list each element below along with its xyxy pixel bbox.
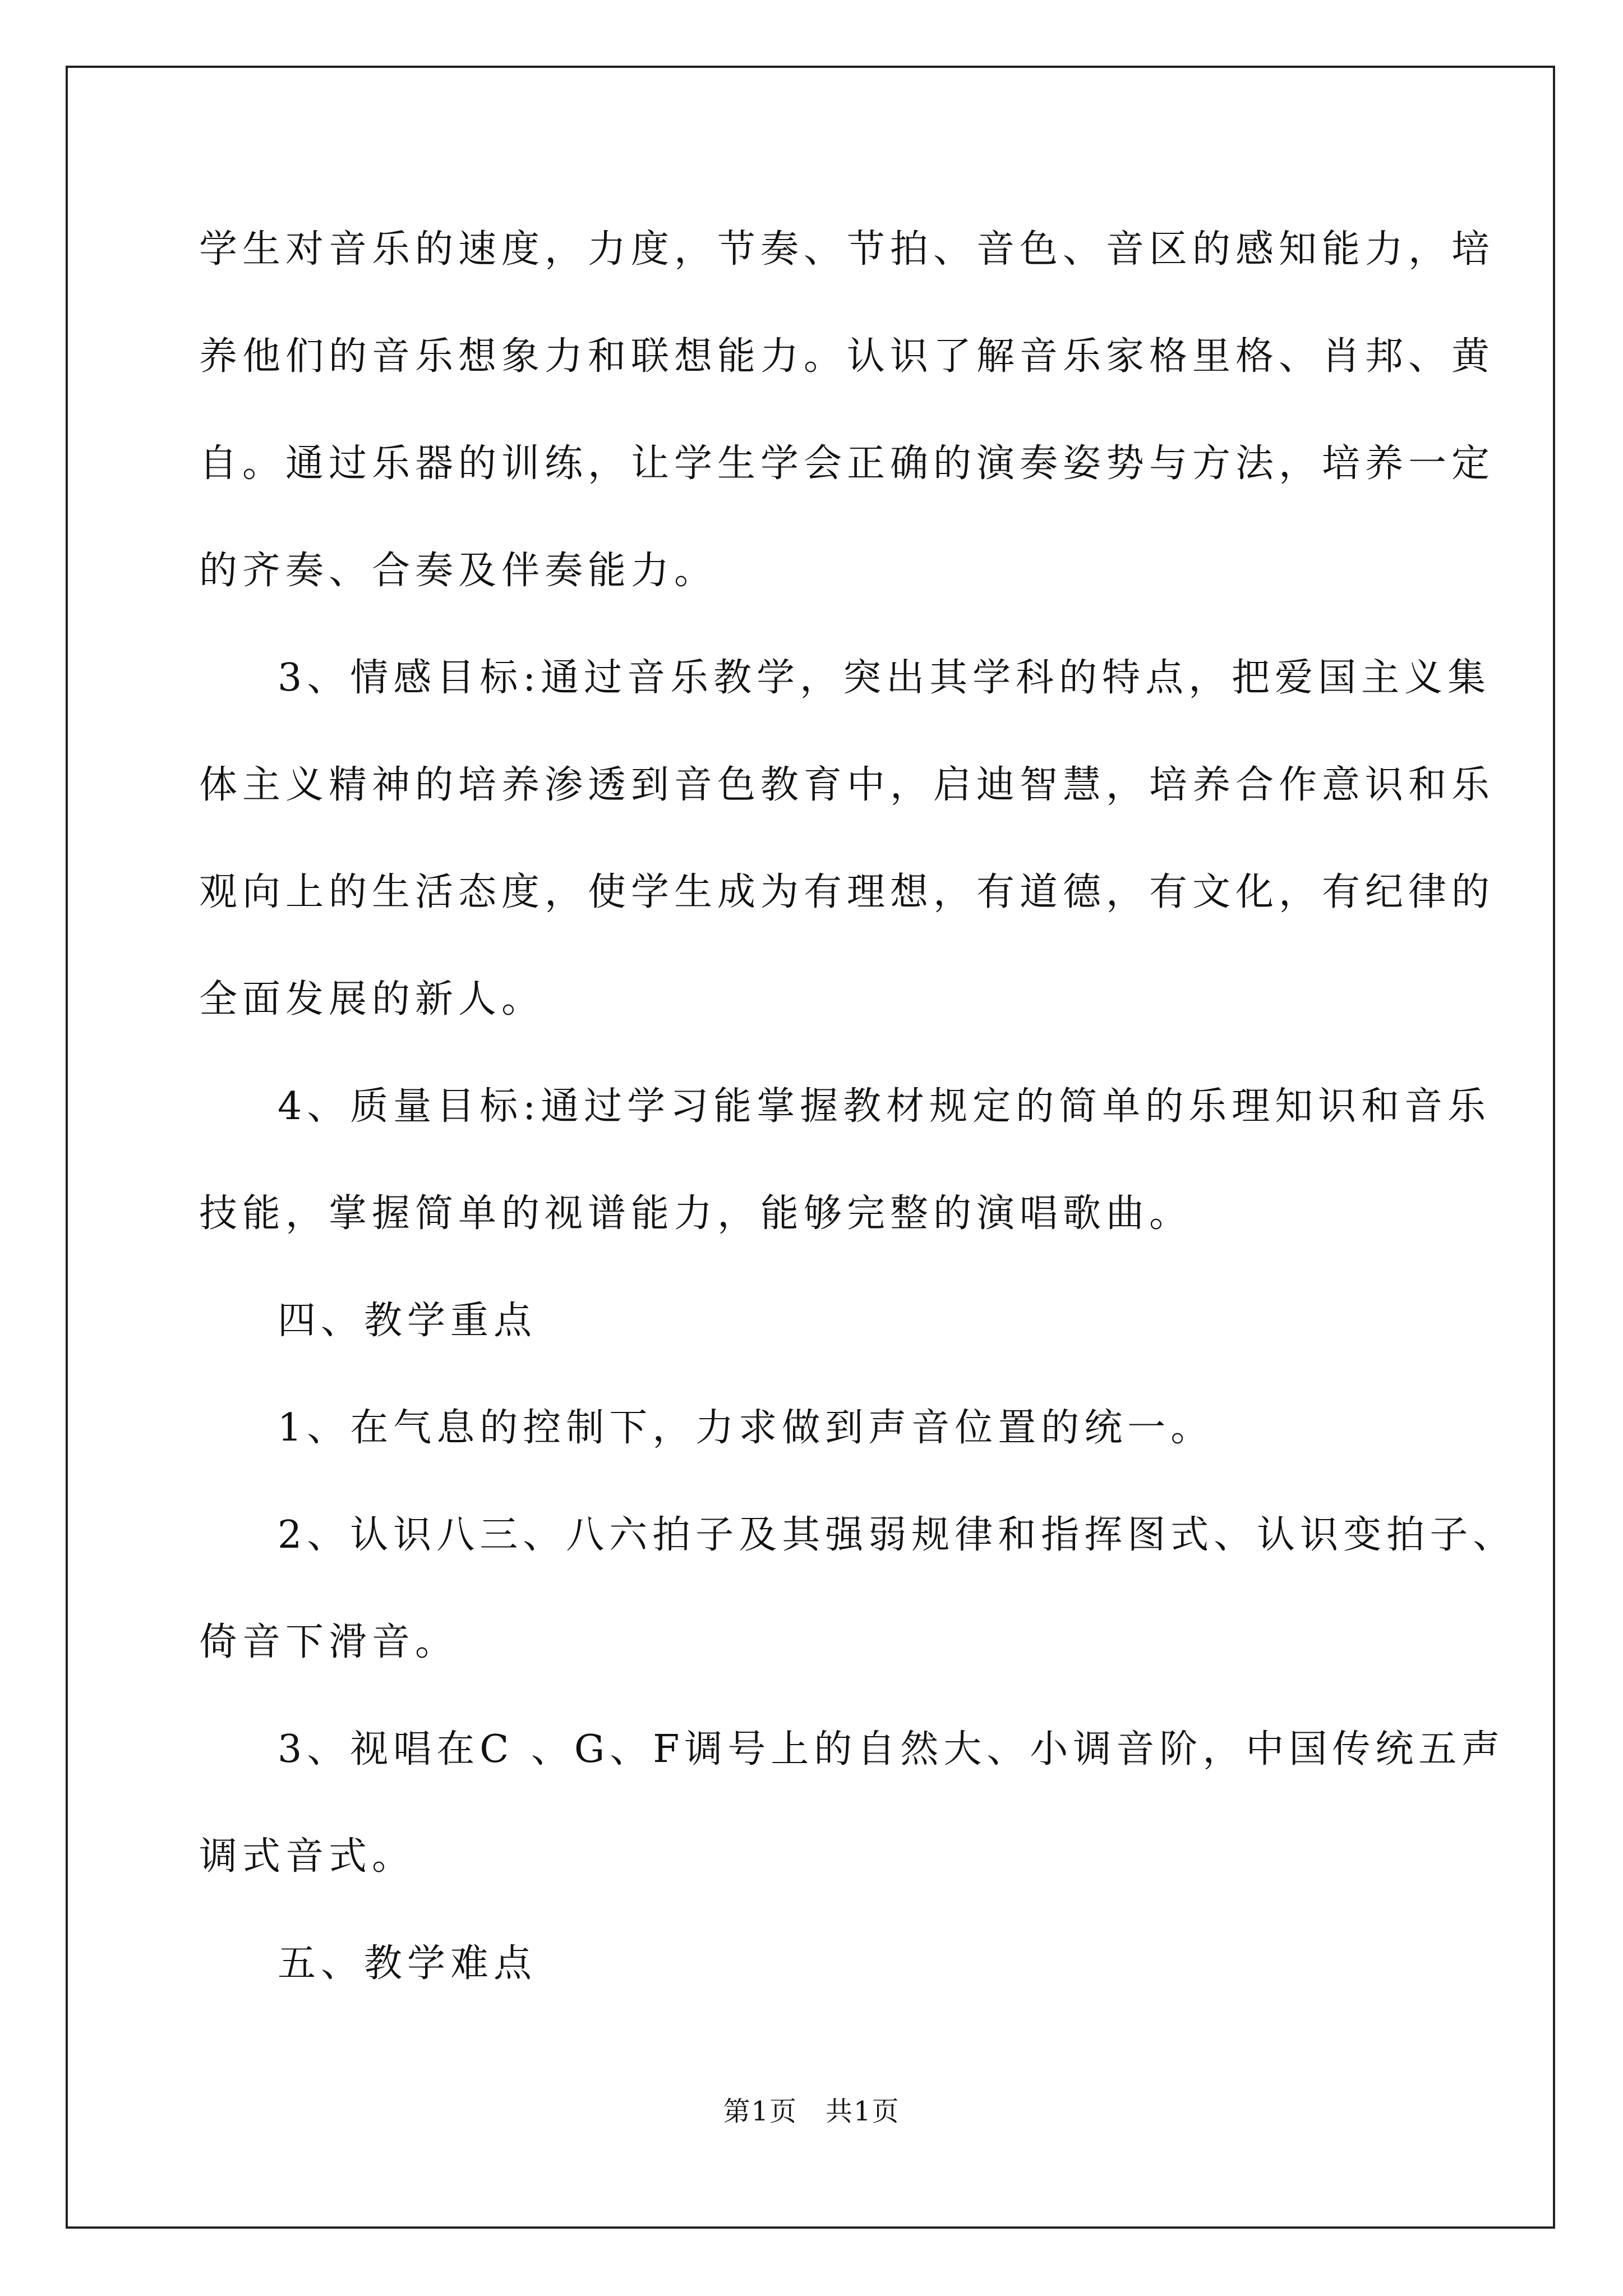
text-line: 体主义精神的培养渗透到音色教育中，启迪智慧，培养合作意识和乐 xyxy=(199,763,1495,807)
text-line: 观向上的生活态度，使学生成为有理想，有道德，有文化，有纪律的 xyxy=(199,870,1495,914)
section-heading: 五、教学难点 xyxy=(278,1941,537,1986)
text-line: 3、情感目标:通过音乐教学，突出其学科的特点，把爱国主义集 xyxy=(278,656,1491,700)
text-line: 全面发展的新人。 xyxy=(199,977,545,1022)
text-line: 学生对音乐的速度，力度，节奏、节拍、音色、音区的感知能力，培 xyxy=(199,227,1495,272)
text-line: 调式音式。 xyxy=(199,1834,416,1879)
text-line: 4、质量目标:通过学习能掌握教材规定的简单的乐理知识和音乐 xyxy=(278,1084,1491,1129)
text-line: 2、认识八三、八六拍子及其强弱规律和指挥图式、认识变拍子、 xyxy=(278,1513,1516,1557)
text-line: 1、在气息的控制下，力求做到声音位置的统一。 xyxy=(278,1406,1214,1450)
page-border xyxy=(66,66,1555,2229)
text-line: 的齐奏、合奏及伴奏能力。 xyxy=(199,549,718,593)
page-number-footer: 第1页 共1页 xyxy=(723,2096,900,2127)
section-heading: 四、教学重点 xyxy=(278,1299,537,1343)
text-line: 养他们的音乐想象力和联想能力。认识了解音乐家格里格、肖邦、黄 xyxy=(199,334,1495,379)
text-line: 自。通过乐器的训练，让学生学会正确的演奏姿势与方法，培养一定 xyxy=(199,441,1495,486)
text-line: 3、视唱在C 、G、F调号上的自然大、小调音阶，中国传统五声 xyxy=(278,1727,1505,1772)
text-line: 倚音下滑音。 xyxy=(199,1620,459,1664)
text-line: 技能，掌握简单的视谱能力，能够完整的演唱歌曲。 xyxy=(199,1191,1193,1236)
